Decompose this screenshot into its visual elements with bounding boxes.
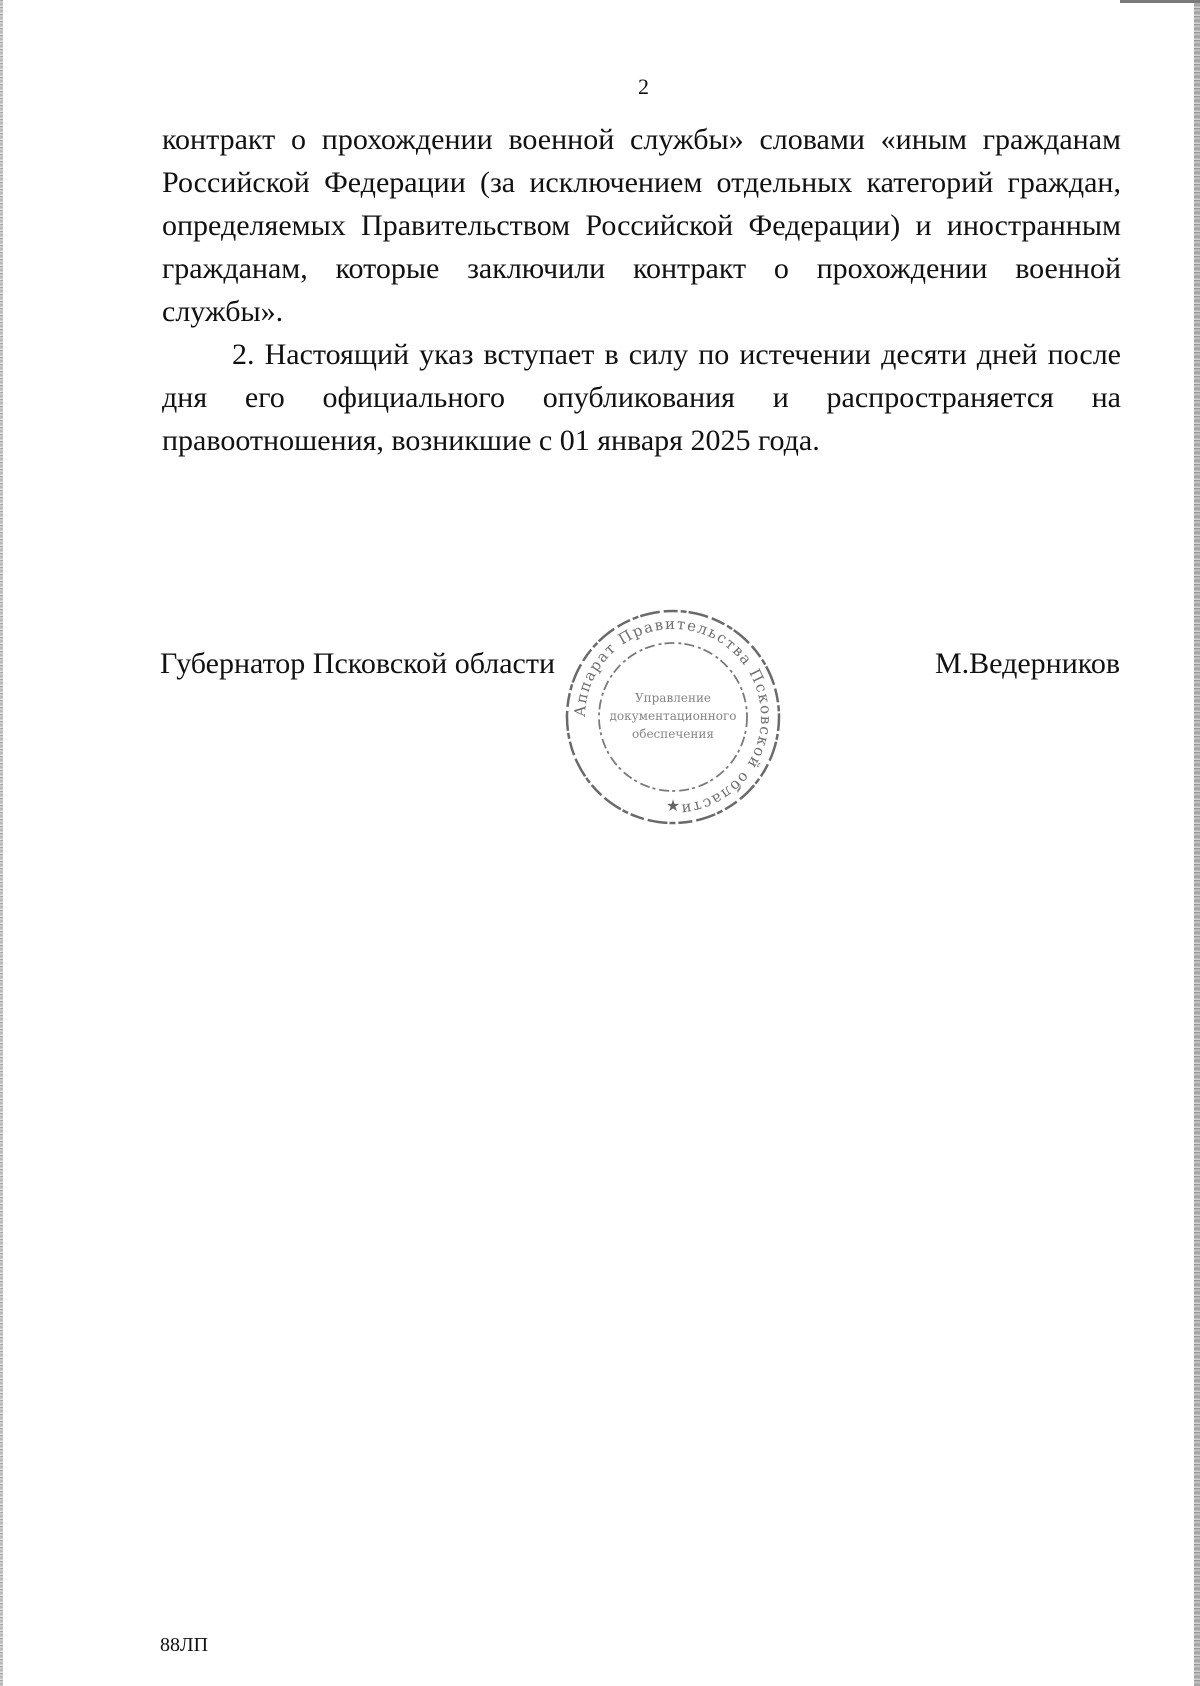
paragraph-effective-date: 2. Настоящий указ вступает в силу по истечении десяти дней после дня его официального опубликования и распространяется на правоотношения, возникшие с 01 января 2025 года. <box>162 338 1121 457</box>
document-body <box>162 118 1121 462</box>
seal-center-line-1: Управление <box>634 691 712 705</box>
document-code: 88ЛП <box>160 1634 209 1656</box>
scan-edge-top <box>1120 0 1200 3</box>
page-number: 2 <box>638 74 649 99</box>
official-seal <box>558 605 788 830</box>
seal-ring-text: Аппарат Правительства Псковской области <box>570 614 776 819</box>
scan-edge-right <box>1194 0 1200 1686</box>
paragraph-continuation: контракт о прохождении военной службы» словами «иным гражданам Российской Федерации (за исключением отдельных категорий граждан, определяемых Правительством Российской Федерации) и иностранным гражданам, которые заключили контракт о прохождении военной службы». <box>162 123 1121 328</box>
seal-star-icon: ★ <box>665 796 681 815</box>
signatory-name: М.Ведерников <box>934 647 1120 680</box>
seal-center-line-3: обеспечения <box>632 727 714 741</box>
scan-edge-left <box>0 0 3 1686</box>
seal-center-line-2: документационного <box>609 709 737 723</box>
signatory-title: Губернатор Псковской области <box>160 647 556 680</box>
